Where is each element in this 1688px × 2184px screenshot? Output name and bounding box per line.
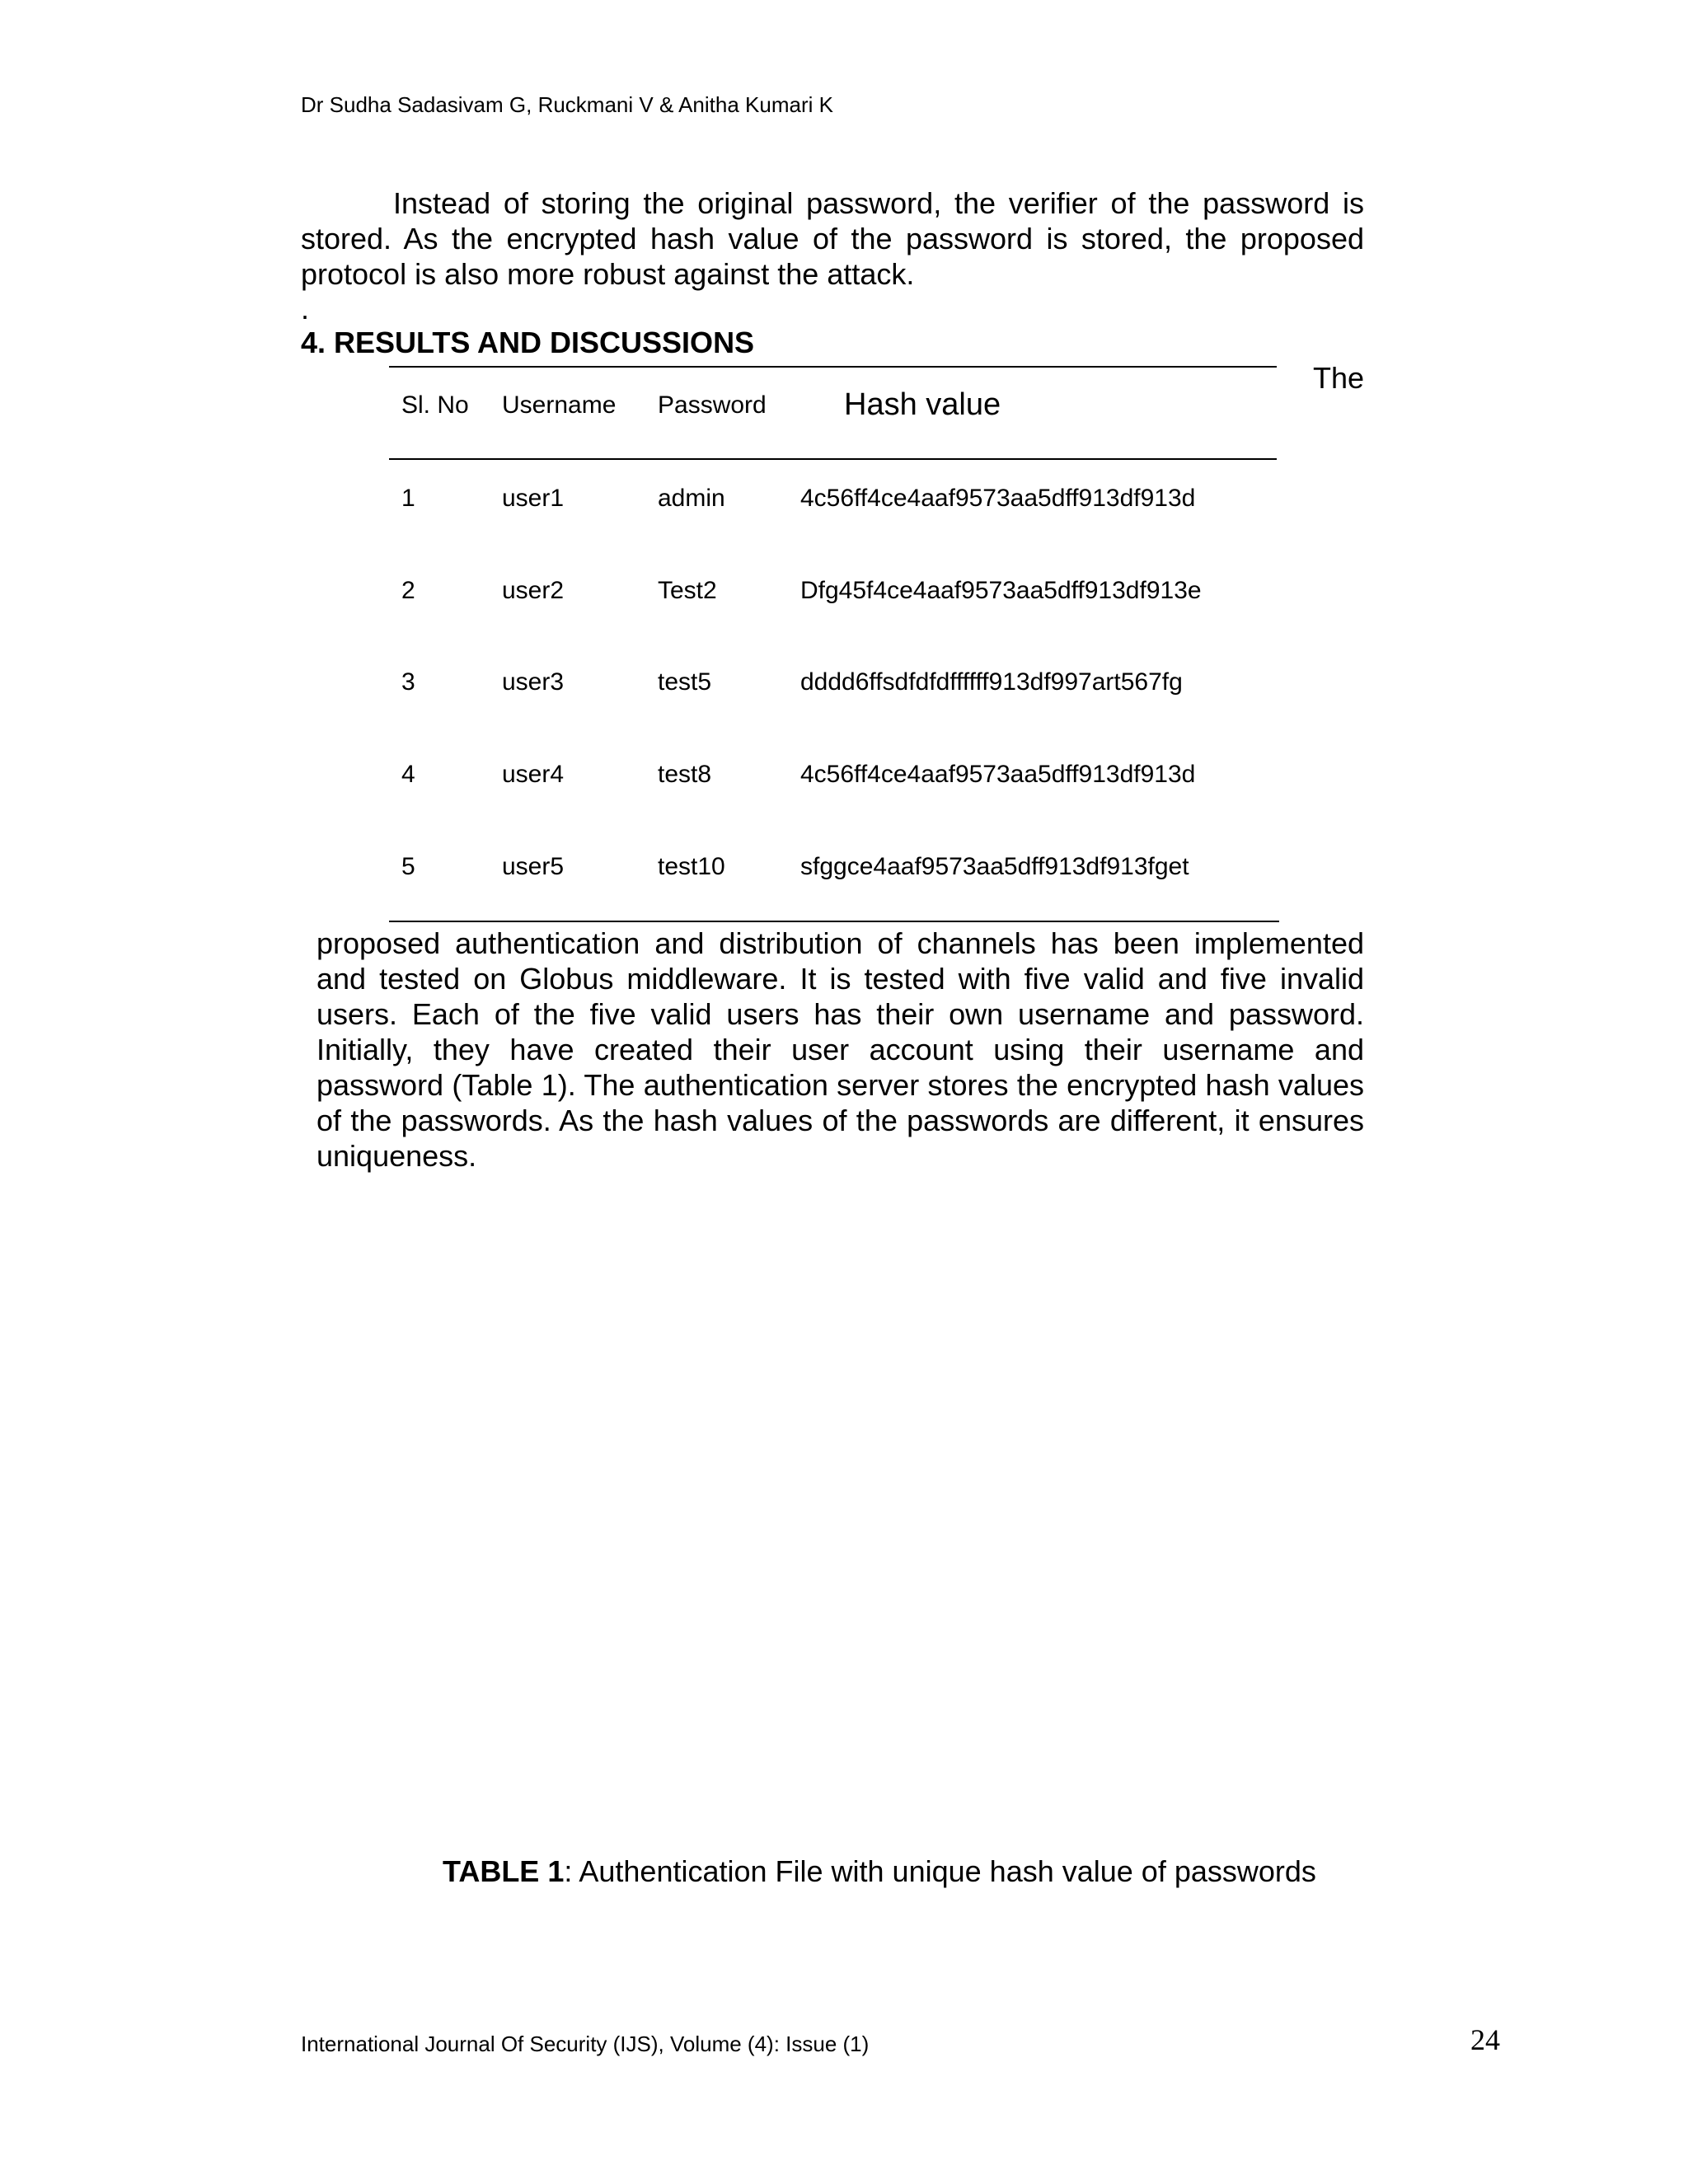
cell-sl-no: 2 <box>401 577 415 604</box>
table-bottom-rule <box>389 921 1279 922</box>
cell-password: Test2 <box>658 577 717 604</box>
cell-hash: Dfg45f4ce4aaf9573aa5dff913df913e <box>800 577 1202 604</box>
cell-username: user4 <box>502 761 565 788</box>
header-hash-value: Hash value <box>844 387 1001 422</box>
paragraph-lead-word: The <box>1312 361 1364 395</box>
section-heading: 4. RESULTS AND DISCUSSIONS <box>301 326 755 359</box>
cell-hash: dddd6ffsdfdfdffffff913df997art567fg <box>800 668 1183 696</box>
header-username: Username <box>502 391 617 419</box>
cell-username: user3 <box>502 668 565 696</box>
cell-username: user1 <box>502 485 565 512</box>
table-top-rule <box>389 366 1277 368</box>
cell-hash: 4c56ff4ce4aaf9573aa5dff913df913d <box>800 761 1196 788</box>
results-paragraph: proposed authentication and distribution of channels has been implemented and tested on Globus middleware. It is tested with five valid and five invalid users. Each of the five valid users has their own username and password. Initially, they have created their user account using their username and password (Table 1). The authentication server stores the encrypted hash values of the passwords. As the hash values of the passwords are different, it ensures uniqueness. <box>316 926 1364 1173</box>
table-caption <box>443 1854 1316 1889</box>
cell-sl-no: 1 <box>401 485 415 512</box>
cell-sl-no: 3 <box>401 668 415 696</box>
cell-hash: sfggce4aaf9573aa5dff913df913fget <box>800 853 1189 880</box>
intro-paragraph: Instead of storing the original password, the verifier of the password is stored. As the encrypted hash value of the password is stored, the proposed protocol is also more robust against the attack. <box>301 186 1364 291</box>
cell-password: test8 <box>658 761 712 788</box>
cell-hash: 4c56ff4ce4aaf9573aa5dff913df913d <box>800 485 1196 512</box>
table-caption-text: : Authentication File with unique hash value of passwords <box>564 1854 1316 1888</box>
cell-password: admin <box>658 485 725 512</box>
cell-sl-no: 4 <box>401 761 415 788</box>
cell-sl-no: 5 <box>401 853 415 880</box>
page-number: 24 <box>1470 2023 1500 2056</box>
cell-password: test10 <box>658 853 725 880</box>
running-header-authors: Dr Sudha Sadasivam G, Ruckmani V & Anitha Kumari K <box>301 92 833 117</box>
header-sl-no: Sl. No <box>401 391 469 419</box>
stray-dot: . <box>301 292 310 326</box>
table-caption-label: TABLE 1 <box>443 1854 565 1888</box>
table-header-rule <box>389 458 1277 460</box>
header-password: Password <box>658 391 767 419</box>
journal-footer: International Journal Of Security (IJS), Volume (4): Issue (1) <box>301 2032 870 2056</box>
cell-username: user2 <box>502 577 565 604</box>
cell-password: test5 <box>658 668 712 696</box>
cell-username: user5 <box>502 853 565 880</box>
